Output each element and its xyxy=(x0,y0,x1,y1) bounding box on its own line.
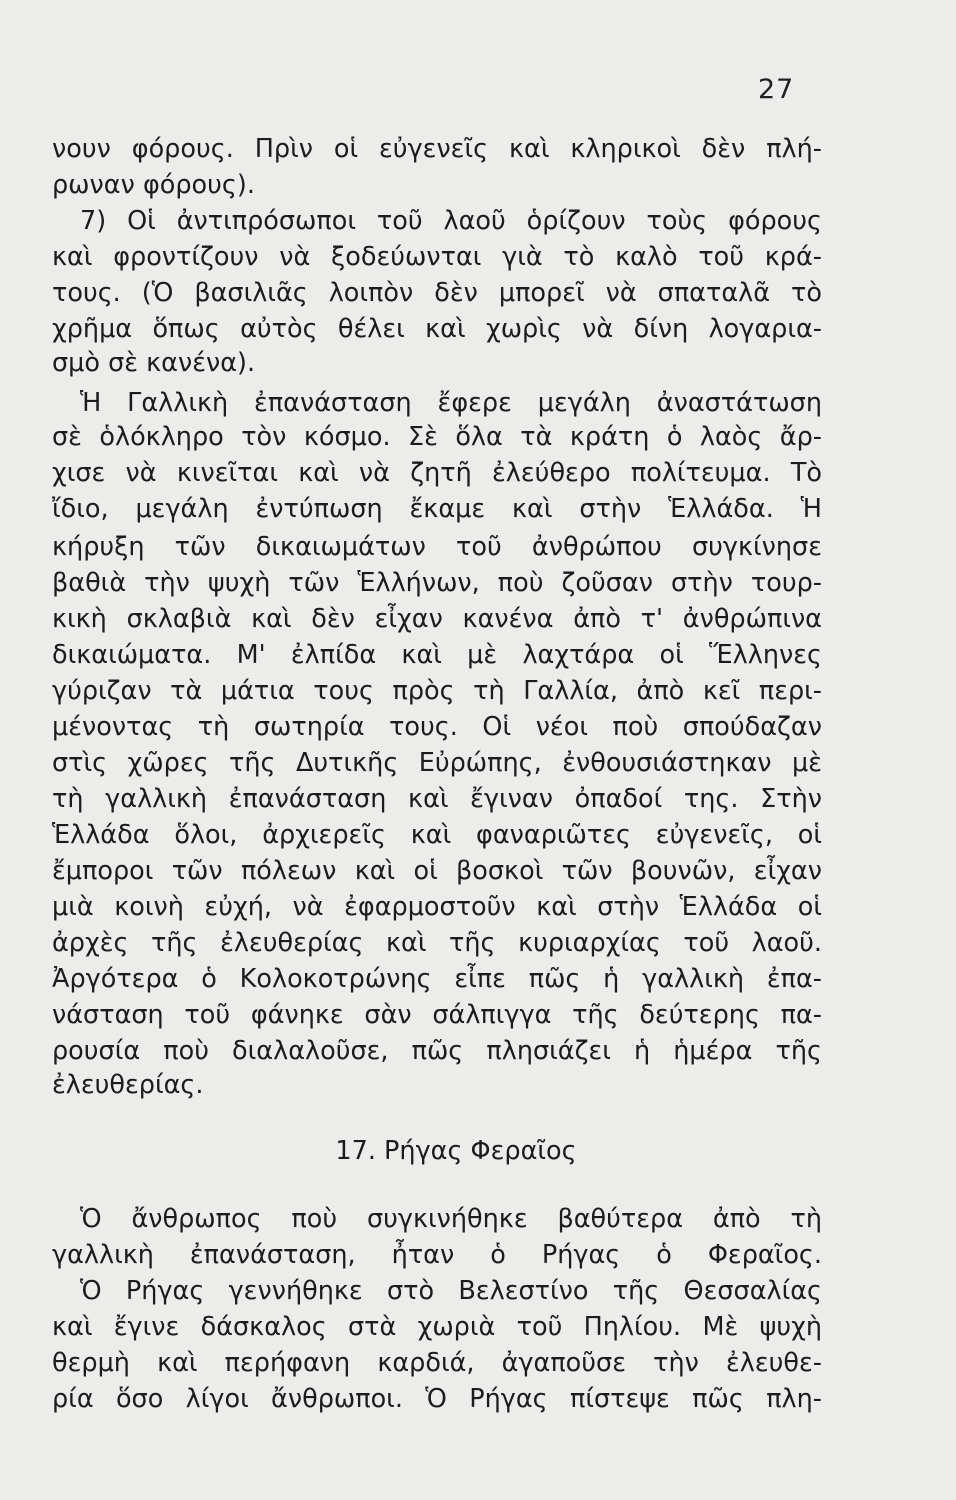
text-line: κήρυξη τῶν δικαιωμάτων τοῦ ἀνθρώπου συγκίνησε xyxy=(52,532,822,562)
text-line: ρωναν φόρους). xyxy=(52,170,255,200)
section-title-text: 17. Ρήγας Φεραῖος xyxy=(335,1136,577,1166)
text-line: γύριζαν τὰ μάτια τους πρὸς τὴ Γαλλία, ἀπὸ κεῖ περι- xyxy=(52,676,822,706)
text-line: μιὰ κοινὴ εὐχή, νὰ ἐφαρμοστοῦν καὶ στὴν Ἑλλάδα οἱ xyxy=(52,892,822,922)
section-title xyxy=(0,1134,956,1168)
text-line: Ὁ ἄνθρωπος ποὺ συγκινήθηκε βαθύτερα ἀπὸ τὴ xyxy=(80,1204,822,1234)
text-line: Ἡ Γαλλικὴ ἐπανάσταση ἔφερε μεγάλη ἀναστάτωση xyxy=(80,388,822,418)
text-line: σμὸ σὲ κανένα). xyxy=(52,348,256,378)
text-line: Ἀργότερα ὁ Κολοκοτρώνης εἶπε πῶς ἡ γαλλικὴ ἐπα- xyxy=(52,964,822,994)
text-line: μένοντας τὴ σωτηρία τους. Οἱ νέοι ποὺ σπούδαζαν xyxy=(52,712,822,742)
text-line: βαθιὰ τὴν ψυχὴ τῶν Ἑλλήνων, ποὺ ζοῦσαν στὴν τουρ- xyxy=(52,568,822,598)
text-line: ἔμποροι τῶν πόλεων καὶ οἱ βοσκοὶ τῶν βουνῶν, εἶχαν xyxy=(52,856,822,886)
text-line: ἐλευθερίας. xyxy=(52,1070,204,1100)
text-line: τὴ γαλλικὴ ἐπανάσταση καὶ ἔγιναν ὀπαδοί της. Στὴν xyxy=(52,784,822,814)
text-line: Ὁ Ρήγας γεννήθηκε στὸ Βελεστίνο τῆς Θεσσαλίας xyxy=(80,1276,822,1306)
text-line: νάσταση τοῦ φάνηκε σὰν σάλπιγγα τῆς δεύτερης πα- xyxy=(52,1000,822,1030)
text-line: ἀρχὲς τῆς ἐλευθερίας καὶ τῆς κυριαρχίας τοῦ λαοῦ. xyxy=(52,928,822,958)
text-line: Ἑλλάδα ὅλοι, ἀρχιερεῖς καὶ φαναριῶτες εὐγενεῖς, οἱ xyxy=(52,820,822,850)
text-line: τους. (Ὁ βασιλιᾶς λοιπὸν δὲν μπορεῖ νὰ σπαταλᾶ τὸ xyxy=(52,278,822,308)
text-line: σὲ ὁλόκληρο τὸν κόσμο. Σὲ ὅλα τὰ κράτη ὁ λαὸς ἄρ- xyxy=(52,422,822,452)
text-line: ρία ὅσο λίγοι ἄνθρωποι. Ὁ Ρήγας πίστεψε πῶς πλη- xyxy=(52,1384,822,1414)
text-line: κικὴ σκλαβιὰ καὶ δὲν εἶχαν κανένα ἀπὸ τ' ἀνθρώπινα xyxy=(52,604,822,634)
text-line: καὶ φροντίζουν νὰ ξοδεύωνται γιὰ τὸ καλὸ τοῦ κρά- xyxy=(52,242,822,272)
text-line: χισε νὰ κινεῖται καὶ νὰ ζητῆ ἐλεύθερο πολίτευμα. Τὸ xyxy=(52,458,822,488)
text-line: θερμὴ καὶ περήφανη καρδιά, ἀγαποῦσε τὴν ἐλευθε- xyxy=(52,1348,822,1378)
text-line: γαλλικὴ ἐπανάσταση, ἦταν ὁ Ρήγας ὁ Φεραῖος. xyxy=(52,1240,822,1270)
page-number: 27 xyxy=(758,74,795,105)
text-line: καὶ ἔγινε δάσκαλος στὰ χωριὰ τοῦ Πηλίου. Μὲ ψυχὴ xyxy=(52,1312,822,1342)
text-line: 7) Οἱ ἀντιπρόσωποι τοῦ λαοῦ ὁρίζουν τοὺς φόρους xyxy=(80,206,822,236)
text-line: δικαιώματα. Μ' ἐλπίδα καὶ μὲ λαχτάρα οἱ Ἕλληνες xyxy=(52,640,822,670)
text-line: ρουσία ποὺ διαλαλοῦσε, πῶς πλησιάζει ἡ ἡμέρα τῆς xyxy=(52,1036,822,1066)
text-line: χρῆμα ὅπως αὐτὸς θέλει καὶ χωρὶς νὰ δίνη λογαρια- xyxy=(52,314,822,344)
text-line: στὶς χῶρες τῆς Δυτικῆς Εὐρώπης, ἐνθουσιάστηκαν μὲ xyxy=(52,748,822,778)
text-line: νουν φόρους. Πρὶν οἱ εὐγενεῖς καὶ κληρικοὶ δὲν πλή- xyxy=(52,134,822,164)
text-line: ἴδιο, μεγάλη ἐντύπωση ἔκαμε καὶ στὴν Ἑλλάδα. Ἡ xyxy=(52,494,822,524)
